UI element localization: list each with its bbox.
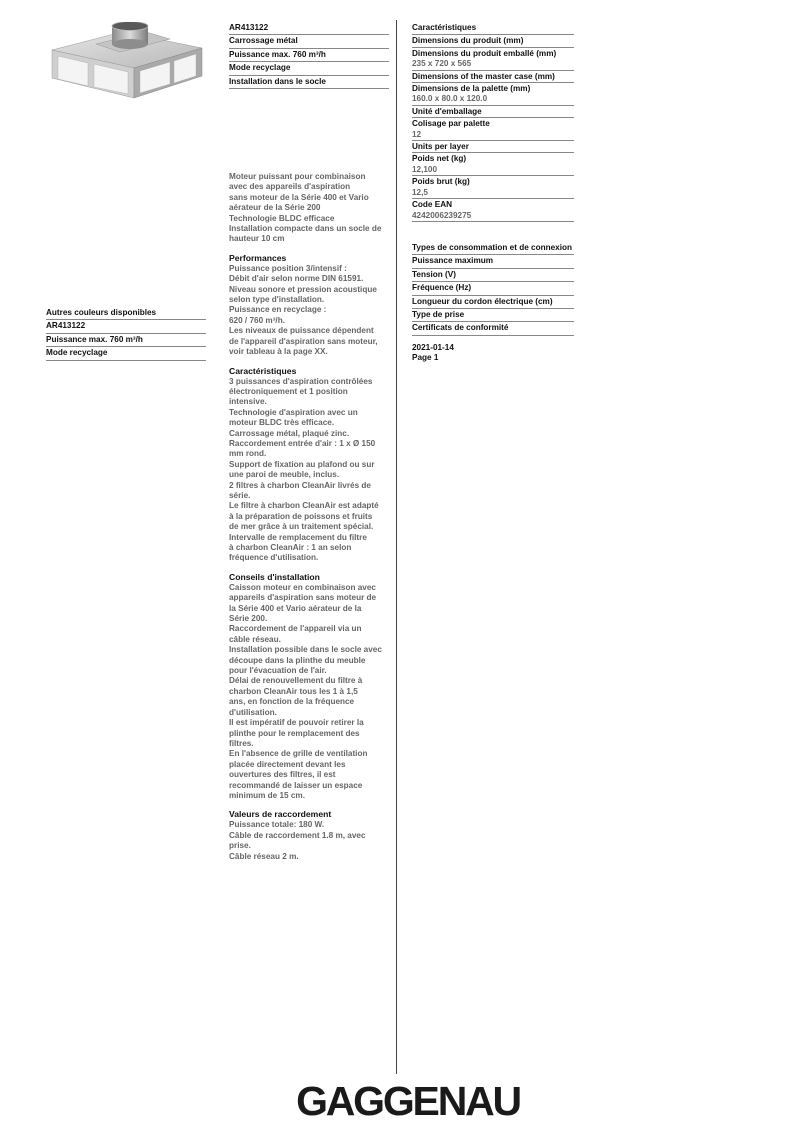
section-line: Raccordement entrée d'air : 1 x Ø 150 xyxy=(229,438,376,448)
section-line: Délai de renouvellement du filtre à xyxy=(229,676,363,686)
column-divider xyxy=(396,20,397,1074)
spec-value: 160.0 x 80.0 x 120.0 xyxy=(412,94,488,104)
section-line: appareils d'aspiration sans moteur de xyxy=(229,593,377,603)
section-line: voir tableau à la page XX. xyxy=(229,347,328,357)
section-line: Débit d'air selon norme DIN 61591. xyxy=(229,274,364,284)
intro-line: hauteur 10 cm xyxy=(229,234,285,244)
section-line: Câble de raccordement 1.8 m, avec xyxy=(229,830,366,840)
header-specs xyxy=(229,23,389,90)
spec-label: Dimensions of the master case (mm) xyxy=(412,71,555,81)
consumption-row: Tension (V) xyxy=(412,270,574,282)
spec-label: Poids net (kg) xyxy=(412,154,467,164)
section-line: Caisson moteur en combinaison avec xyxy=(229,582,376,592)
consumption-row: Type de prise xyxy=(412,310,574,322)
product-image xyxy=(46,22,206,106)
consumption-heading: Types de consommation et de connexion xyxy=(412,243,574,255)
section-line: moteur BLDC très efficace. xyxy=(229,418,335,428)
spec-row xyxy=(412,106,574,118)
section-title: Conseils d'installation xyxy=(229,571,320,582)
header-spec: Installation dans le socle xyxy=(229,77,389,89)
section-line: charbon CleanAir tous les 1 à 1,5 xyxy=(229,686,358,696)
section-line: la Série 400 et Vario aérateur de la xyxy=(229,603,362,613)
page-number: Page 1 xyxy=(412,353,439,363)
header-spec: Carrossage métal xyxy=(229,36,389,48)
spec-row xyxy=(412,118,574,141)
section xyxy=(229,366,391,564)
other-colors-item: Mode recyclage xyxy=(46,348,206,360)
spec-value: 12,5 xyxy=(412,187,428,197)
intro-line: Technologie BLDC efficace xyxy=(229,213,335,223)
characteristics-heading: Caractéristiques xyxy=(412,23,574,35)
spec-label: Dimensions du produit (mm) xyxy=(412,36,524,46)
spec-value: 4242006239275 xyxy=(412,210,472,220)
other-colors-block xyxy=(46,308,206,362)
spec-label: Units per layer xyxy=(412,142,469,152)
section-line: 620 / 760 m³/h. xyxy=(229,315,285,325)
section-line: câble réseau. xyxy=(229,634,281,644)
section-line: Puissance en recyclage : xyxy=(229,305,327,315)
gaggenau-logo xyxy=(288,1077,528,1121)
section-line: Câble réseau 2 m. xyxy=(229,851,299,861)
spec-row xyxy=(412,141,574,153)
section-line: En l'absence de grille de ventilation xyxy=(229,749,368,759)
spec-label: Unité d'emballage xyxy=(412,106,482,116)
intro-line: avec des appareils d'aspiration xyxy=(229,182,351,192)
spec-row xyxy=(412,35,574,47)
description-sections xyxy=(229,253,391,862)
intro-line: Moteur puissant pour combinaison xyxy=(229,172,366,181)
section-line: ouvertures des filtres, il est xyxy=(229,770,336,780)
spec-row xyxy=(412,83,574,106)
section-title: Performances xyxy=(229,252,287,263)
section-line: Puissance position 3/intensif : xyxy=(229,263,347,273)
section-line: 2 filtres à charbon CleanAir livrés de xyxy=(229,480,371,490)
section-line: une paroi de meuble, inclus. xyxy=(229,470,340,480)
section-line: Installation possible dans le socle avec xyxy=(229,645,382,655)
section-line: à charbon CleanAir : 1 an selon xyxy=(229,543,352,552)
section-line: à la préparation de poissons et fruits xyxy=(229,511,373,521)
page-footer-info xyxy=(412,343,574,364)
section-line: 3 puissances d'aspiration contrôlées xyxy=(229,376,373,386)
spec-label: Poids brut (kg) xyxy=(412,177,470,187)
section-line: de l'appareil d'aspiration sans moteur, xyxy=(229,336,378,346)
other-colors-item: Puissance max. 760 m³/h xyxy=(46,335,206,347)
logo-text: GAGGENAU xyxy=(296,1078,520,1121)
intro-text xyxy=(229,172,391,245)
section-title: Valeurs de raccordement xyxy=(229,809,332,820)
spec-row xyxy=(412,153,574,176)
section-line: placée directement devant les xyxy=(229,759,346,769)
spec-label: Colisage par palette xyxy=(412,119,490,129)
consumption-row: Longueur du cordon électrique (cm) xyxy=(412,297,574,309)
section-line: ans, en fonction de la fréquence xyxy=(229,697,355,707)
spec-row xyxy=(412,48,574,71)
intro-line: sans moteur de la Série 400 et Vario xyxy=(229,192,369,202)
header-spec: Puissance max. 760 m³/h xyxy=(229,50,389,62)
header-spec: Mode recyclage xyxy=(229,63,389,75)
section-line: fréquence d'utilisation. xyxy=(229,553,319,563)
section-line: filtres. xyxy=(229,738,254,748)
intro-line: aérateur de la Série 200 xyxy=(229,203,321,213)
section-line: minimum de 15 cm. xyxy=(229,790,305,800)
spec-row xyxy=(412,176,574,199)
print-date: 2021-01-14 xyxy=(412,343,454,352)
consumption-table xyxy=(412,243,574,337)
section-line: Série 200. xyxy=(229,614,268,624)
section-line: selon type d'installation. xyxy=(229,295,325,305)
section-line: série. xyxy=(229,490,251,500)
section-line: prise. xyxy=(229,841,251,851)
section-line: Niveau sonore et pression acoustique xyxy=(229,284,377,294)
section-line: Puissance totale: 180 W. xyxy=(229,820,325,830)
characteristics-table xyxy=(412,23,574,222)
description-block xyxy=(229,172,391,862)
other-colors-item[interactable]: AR413122 xyxy=(46,321,206,333)
spec-row xyxy=(412,71,574,83)
section-line: Raccordement de l'appareil via un xyxy=(229,624,362,634)
section xyxy=(229,253,391,358)
section-line: plinthe pour le remplacement des xyxy=(229,728,360,738)
section-line: découpe dans la plinthe du meuble xyxy=(229,655,366,665)
section-line: Intervalle de remplacement du filtre xyxy=(229,532,367,542)
section xyxy=(229,572,391,802)
section-line: d'utilisation. xyxy=(229,707,277,717)
section-line: électroniquement et 1 position xyxy=(229,386,348,396)
section-line: Technologie d'aspiration avec un xyxy=(229,407,358,417)
model-number: AR413122 xyxy=(229,23,389,35)
consumption-row: Certificats de conformité xyxy=(412,323,574,335)
section-line: mm rond. xyxy=(229,449,267,459)
consumption-row: Puissance maximum xyxy=(412,256,574,268)
spec-value: 235 x 720 x 565 xyxy=(412,59,472,69)
section-line: Support de fixation au plafond ou sur xyxy=(229,459,375,469)
section-line: de mer grâce à un traitement spécial. xyxy=(229,522,374,532)
spec-label: Dimensions de la palette (mm) xyxy=(412,84,531,94)
section-line: recommandé de laisser un espace xyxy=(229,780,363,790)
spec-value: 12 xyxy=(412,129,422,139)
intro-line: Installation compacte dans un socle de xyxy=(229,224,382,234)
section-title: Caractéristiques xyxy=(229,365,297,376)
section-line: pour l'évacuation de l'air. xyxy=(229,666,327,676)
spec-row xyxy=(412,199,574,222)
other-colors-heading: Autres couleurs disponibles xyxy=(46,308,206,320)
spec-label: Dimensions du produit emballé (mm) xyxy=(412,48,557,58)
consumption-row: Fréquence (Hz) xyxy=(412,283,574,295)
spec-value: 12,100 xyxy=(412,164,438,174)
section-line: Carrossage métal, plaqué zinc. xyxy=(229,428,350,438)
section-line: Le filtre à charbon CleanAir est adapté xyxy=(229,501,379,511)
section-line: Les niveaux de puissance dépendent xyxy=(229,326,374,336)
section-line: intensive. xyxy=(229,397,267,407)
spec-label: Code EAN xyxy=(412,200,453,210)
section-line: Il est impératif de pouvoir retirer la xyxy=(229,718,364,728)
section xyxy=(229,809,391,862)
